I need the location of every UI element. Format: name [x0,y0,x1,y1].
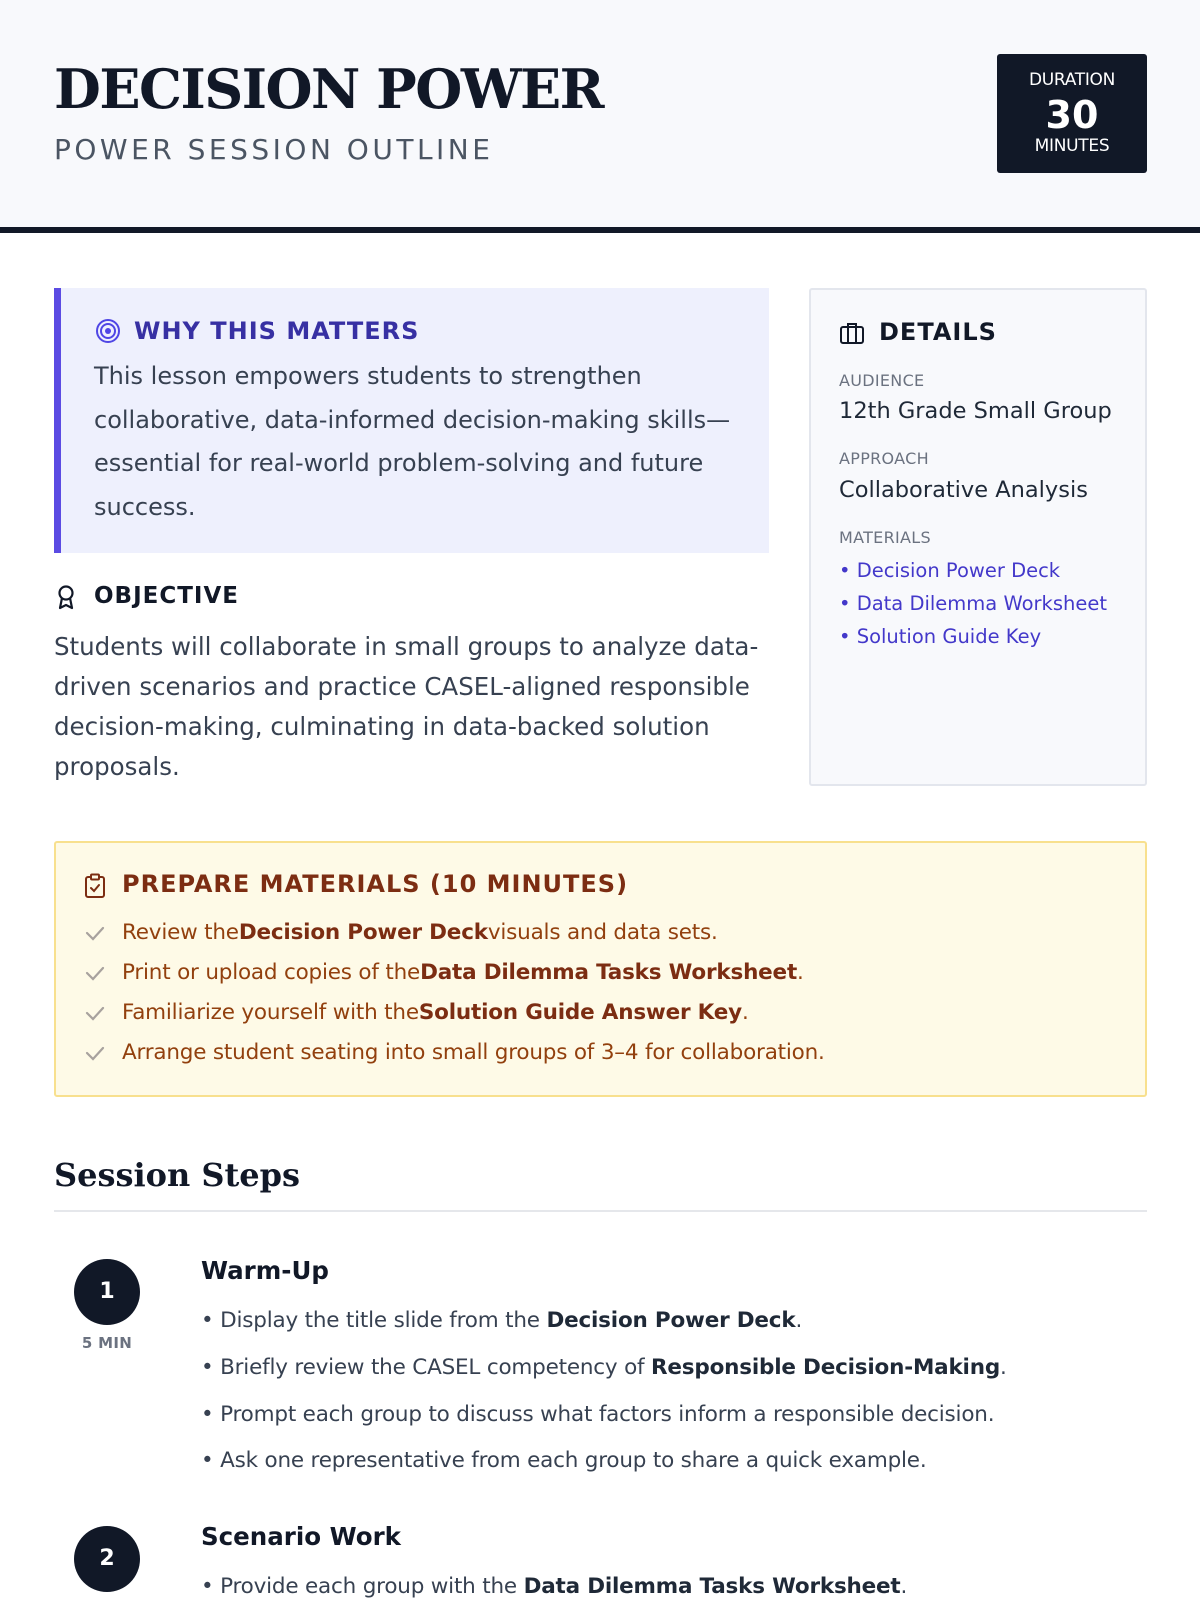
prepare-title: PREPARE MATERIALS (10 MINUTES) [122,870,629,898]
clipboard-check-icon [84,873,106,899]
audience-value: 12th Grade Small Group [839,398,1112,424]
prepare-materials-box: PREPARE MATERIALS (10 MINUTES) Review theDecision Power Deckvisuals and data sets. Print or upload copies of theData Dilemma Tasks Worksheet. Familiarize yourself with theSolution Guide Answer Key. Arrange student seating into small groups of 3–4 for collaboration. [54,841,1147,1097]
approach-label: APPROACH [839,449,929,468]
check-icon [84,922,106,944]
page-header [0,0,1200,227]
step-bullet: • Prompt each group to discuss what factors inform a responsible decision. [201,1402,995,1427]
objective-title: OBJECTIVE [94,583,239,609]
step-bullet: • Display the title slide from the Decision Power Deck. [201,1308,803,1333]
briefcase-icon [839,321,865,345]
check-icon [84,1002,106,1024]
step-number-badge: 1 [74,1259,140,1325]
header-divider [0,227,1200,233]
material-link[interactable]: • Decision Power Deck [839,559,1061,582]
material-link[interactable]: • Solution Guide Key [839,625,1042,648]
material-link[interactable]: • Data Dilemma Worksheet [839,592,1107,615]
why-this-matters-callout [54,288,769,553]
audience-label: AUDIENCE [839,371,925,390]
why-title: WHY THIS MATTERS [134,317,420,345]
details-title: DETAILS [879,318,997,346]
duration-label: DURATION [1028,70,1116,90]
page-subtitle: POWER SESSION OUTLINE [54,133,494,166]
step-title: Warm-Up [201,1256,329,1285]
award-icon [54,584,78,610]
objective-text: Students will collaborate in small groups to analyze data-driven scenarios and practice CASEL-aligned responsible decision-making, culminating in data-backed solution proposals. [54,632,759,781]
details-panel [809,288,1147,786]
duration-value: 30 [1045,93,1099,137]
target-icon [95,318,121,344]
step-title: Scenario Work [201,1522,401,1551]
session-steps-heading: Session Steps [54,1156,301,1194]
step-duration: 5 MIN [81,1334,133,1352]
why-text: This lesson empowers students to strengthen collaborative, data-informed decision-making skills—essential for real-world problem-solving and future success. [94,362,731,521]
step-number-badge: 2 [74,1526,140,1592]
step-bullet: • Ask one representative from each group to share a quick example. [201,1448,927,1473]
section-divider [54,1210,1147,1212]
step-bullet: • Provide each group with the Data Dilemma Tasks Worksheet. [201,1574,908,1599]
step-bullet: • Briefly review the CASEL competency of Responsible Decision-Making. [201,1355,1007,1380]
check-icon [84,962,106,984]
duration-unit: MINUTES [1034,136,1110,156]
duration-badge [997,54,1147,173]
materials-label: MATERIALS [839,528,931,547]
approach-value: Collaborative Analysis [839,477,1088,503]
check-icon [84,1042,106,1064]
page-title: DECISION POWER [54,57,604,121]
